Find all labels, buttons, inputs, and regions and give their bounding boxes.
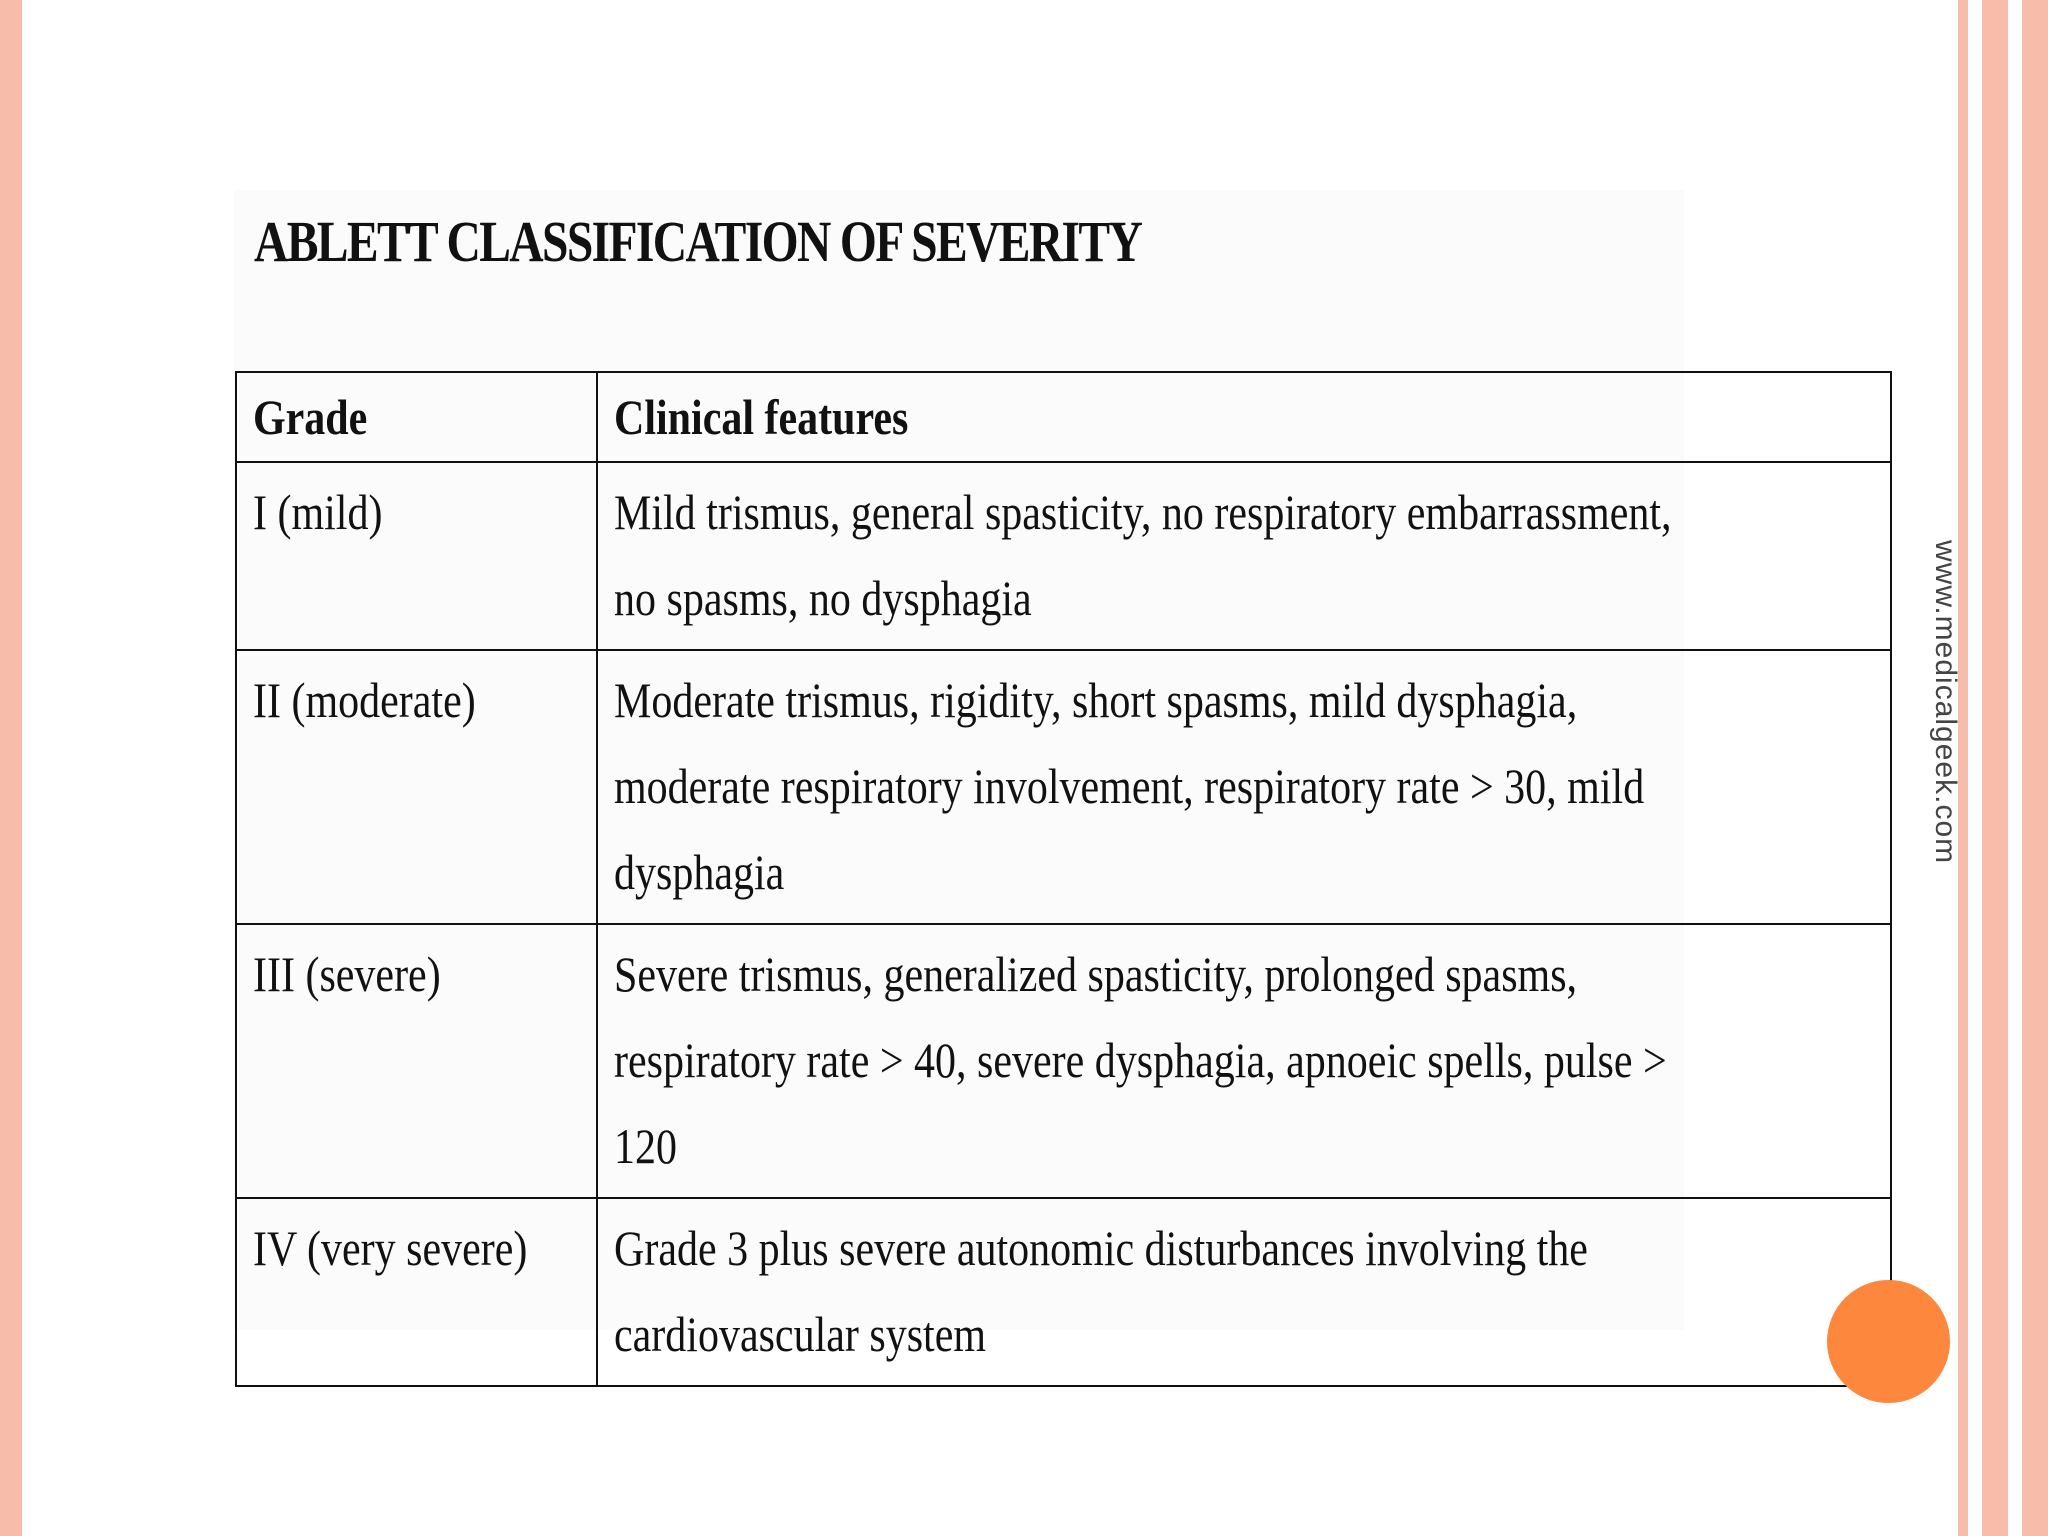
grade-cell: II (moderate): [236, 650, 597, 924]
table-row: [236, 650, 1891, 924]
slide-title: ABLETT CLASSIFICATION OF SEVERITY: [254, 209, 1142, 274]
table-row: [236, 924, 1891, 1198]
grade-cell: III (severe): [236, 924, 597, 1198]
features-cell: Severe trismus, generalized spasticity, prolonged spasms, respiratory rate > 40, severe dysphagia, apnoeic spells, pulse > 120: [597, 924, 1891, 1198]
table-row: [236, 462, 1891, 650]
table-header-row: [236, 372, 1891, 462]
features-cell: Moderate trismus, rigidity, short spasms, mild dysphagia, moderate respiratory involvement, respiratory rate > 30, mild dysphagia: [597, 650, 1891, 924]
right-border-stripe: [1982, 0, 2008, 1536]
watermark-text: www.medicalgeek.com: [1929, 540, 1962, 865]
right-border-stripe: [2022, 0, 2048, 1536]
grade-cell: IV (very severe): [236, 1198, 597, 1386]
features-cell: Grade 3 plus severe autonomic disturbances involving the cardiovascular system: [597, 1198, 1891, 1386]
left-border-stripe: [0, 0, 22, 1536]
features-cell: Mild trismus, general spasticity, no respiratory embarrassment, no spasms, no dysphagia: [597, 462, 1891, 650]
features-column-header: Clinical features: [597, 372, 1891, 462]
grade-column-header: Grade: [236, 372, 597, 462]
next-slide-button[interactable]: [1827, 1280, 1950, 1403]
table-row: [236, 1198, 1891, 1386]
grade-cell: I (mild): [236, 462, 597, 650]
severity-table: [235, 371, 1892, 1387]
